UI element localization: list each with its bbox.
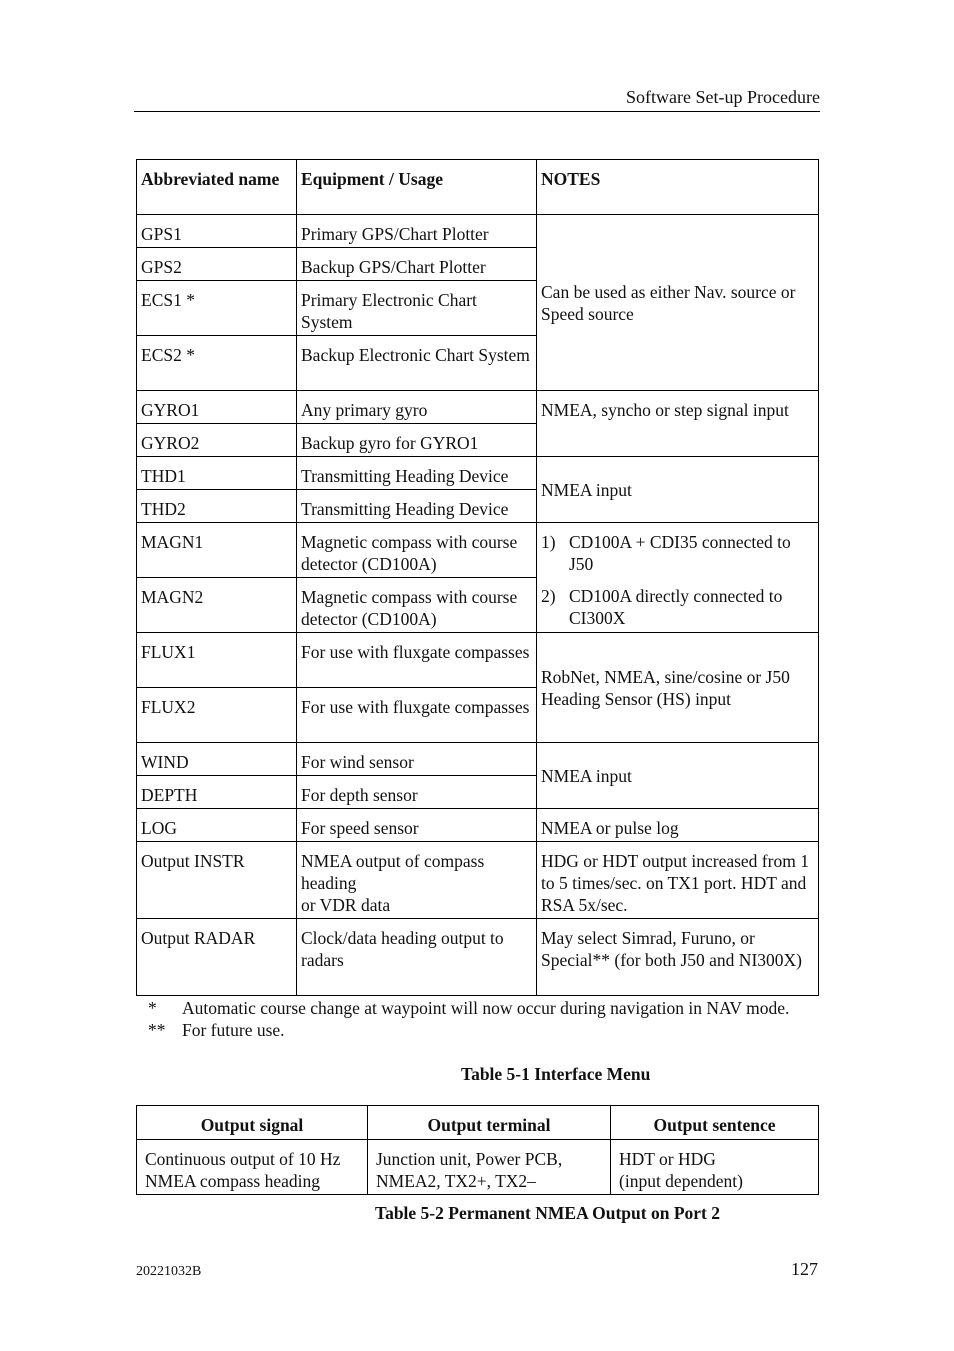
usage-cell: Magnetic compass with course detector (CD100A) [297, 523, 537, 578]
abbreviated-name-cell: WIND [137, 743, 297, 776]
footnote-text: For future use. [182, 1020, 285, 1040]
usage-cell: Backup GPS/Chart Plotter [297, 248, 537, 281]
column-header: Output signal [137, 1106, 368, 1140]
abbreviated-name-cell: LOG [137, 809, 297, 842]
column-header: NOTES [537, 160, 819, 215]
notes-cell: RobNet, NMEA, sine/cosine or J50 Heading Sensor (HS) input [537, 633, 819, 743]
usage-cell [297, 842, 537, 919]
abbreviated-name-cell: ECS1 * [137, 281, 297, 336]
note-text: CD100A + CDI35 connected to J50 [569, 532, 791, 574]
output-sentence-cell [611, 1140, 819, 1195]
usage-cell: For wind sensor [297, 743, 537, 776]
table-caption: Table 5-2 Permanent NMEA Output on Port 2 [375, 1203, 720, 1223]
column-header: Output terminal [368, 1106, 611, 1140]
column-header: Output sentence [611, 1106, 819, 1140]
usage-cell: For speed sensor [297, 809, 537, 842]
footnote [148, 1019, 818, 1041]
interface-menu-table [136, 159, 819, 996]
footnotes [148, 997, 818, 1041]
table-row [137, 457, 819, 490]
usage-cell: Transmitting Heading Device [297, 490, 537, 523]
footnote [148, 997, 818, 1019]
notes-cell: HDG or HDT output increased from 1 to 5 times/sec. on TX1 port. HDT and RSA 5x/sec. [537, 842, 819, 919]
notes-cell [537, 523, 819, 633]
notes-cell: NMEA input [537, 743, 819, 809]
usage-cell: Backup gyro for GYRO1 [297, 424, 537, 457]
note-list-item [541, 585, 814, 629]
abbreviated-name-cell: THD2 [137, 490, 297, 523]
table-header-row [137, 160, 819, 215]
notes-cell: May select Simrad, Furuno, or Special** (for both J50 and NI300X) [537, 919, 819, 996]
table-row [137, 743, 819, 776]
table-row [137, 842, 819, 919]
column-header: Equipment / Usage [297, 160, 537, 215]
note-number: 1) [541, 532, 556, 552]
abbreviated-name-cell: FLUX1 [137, 633, 297, 688]
table-header-row [137, 1106, 819, 1140]
abbreviated-name-cell: Output RADAR [137, 919, 297, 996]
abbreviated-name-cell: ECS2 * [137, 336, 297, 391]
notes-cell: NMEA input [537, 457, 819, 523]
usage-line: or VDR data [301, 895, 391, 915]
note-text: CD100A directly connected to CI300X [569, 586, 783, 628]
usage-cell: For use with fluxgate compasses [297, 633, 537, 688]
sentence-line: HDT or HDG [619, 1149, 716, 1169]
notes-cell: NMEA or pulse log [537, 809, 819, 842]
column-header: Abbreviated name [137, 160, 297, 215]
permanent-nmea-output-table [136, 1105, 819, 1195]
notes-cell: NMEA, syncho or step signal input [537, 391, 819, 457]
table-row [137, 215, 819, 248]
usage-line: NMEA output of compass heading [301, 851, 485, 893]
footnote-mark: ** [148, 1020, 166, 1040]
footnote-text: Automatic course change at waypoint will now occur during navigation in NAV mode. [182, 998, 790, 1018]
usage-cell: Magnetic compass with course detector (CD100A) [297, 578, 537, 633]
table-row [137, 1140, 819, 1195]
abbreviated-name-cell: GYRO2 [137, 424, 297, 457]
table-row [137, 523, 819, 578]
usage-cell: For depth sensor [297, 776, 537, 809]
sentence-line: (input dependent) [619, 1171, 743, 1191]
usage-cell: Transmitting Heading Device [297, 457, 537, 490]
abbreviated-name-cell: GPS2 [137, 248, 297, 281]
abbreviated-name-cell: Output INSTR [137, 842, 297, 919]
table-row [137, 919, 819, 996]
abbreviated-name-cell: MAGN2 [137, 578, 297, 633]
usage-cell: Primary Electronic Chart System [297, 281, 537, 336]
usage-cell: Backup Electronic Chart System [297, 336, 537, 391]
output-signal-cell: Continuous output of 10 Hz NMEA compass heading [137, 1140, 368, 1195]
usage-cell: Any primary gyro [297, 391, 537, 424]
running-header: Software Set-up Procedure [134, 86, 820, 112]
abbreviated-name-cell: GPS1 [137, 215, 297, 248]
abbreviated-name-cell: THD1 [137, 457, 297, 490]
usage-cell: For use with fluxgate compasses [297, 688, 537, 743]
page-number: 127 [791, 1259, 818, 1279]
notes-cell: Can be used as either Nav. source or Speed source [537, 215, 819, 391]
usage-cell: Clock/data heading output to radars [297, 919, 537, 996]
usage-cell: Primary GPS/Chart Plotter [297, 215, 537, 248]
abbreviated-name-cell: FLUX2 [137, 688, 297, 743]
note-list-item [541, 531, 814, 575]
abbreviated-name-cell: DEPTH [137, 776, 297, 809]
table-row [137, 391, 819, 424]
footnote-mark: * [148, 998, 157, 1018]
note-number: 2) [541, 586, 556, 606]
abbreviated-name-cell: GYRO1 [137, 391, 297, 424]
table-row [137, 809, 819, 842]
document-number: 20221032B [136, 1264, 202, 1279]
abbreviated-name-cell: MAGN1 [137, 523, 297, 578]
table-row [137, 633, 819, 688]
output-terminal-cell: Junction unit, Power PCB, NMEA2, TX2+, TX2– [368, 1140, 611, 1195]
table-caption: Table 5-1 Interface Menu [461, 1064, 651, 1084]
